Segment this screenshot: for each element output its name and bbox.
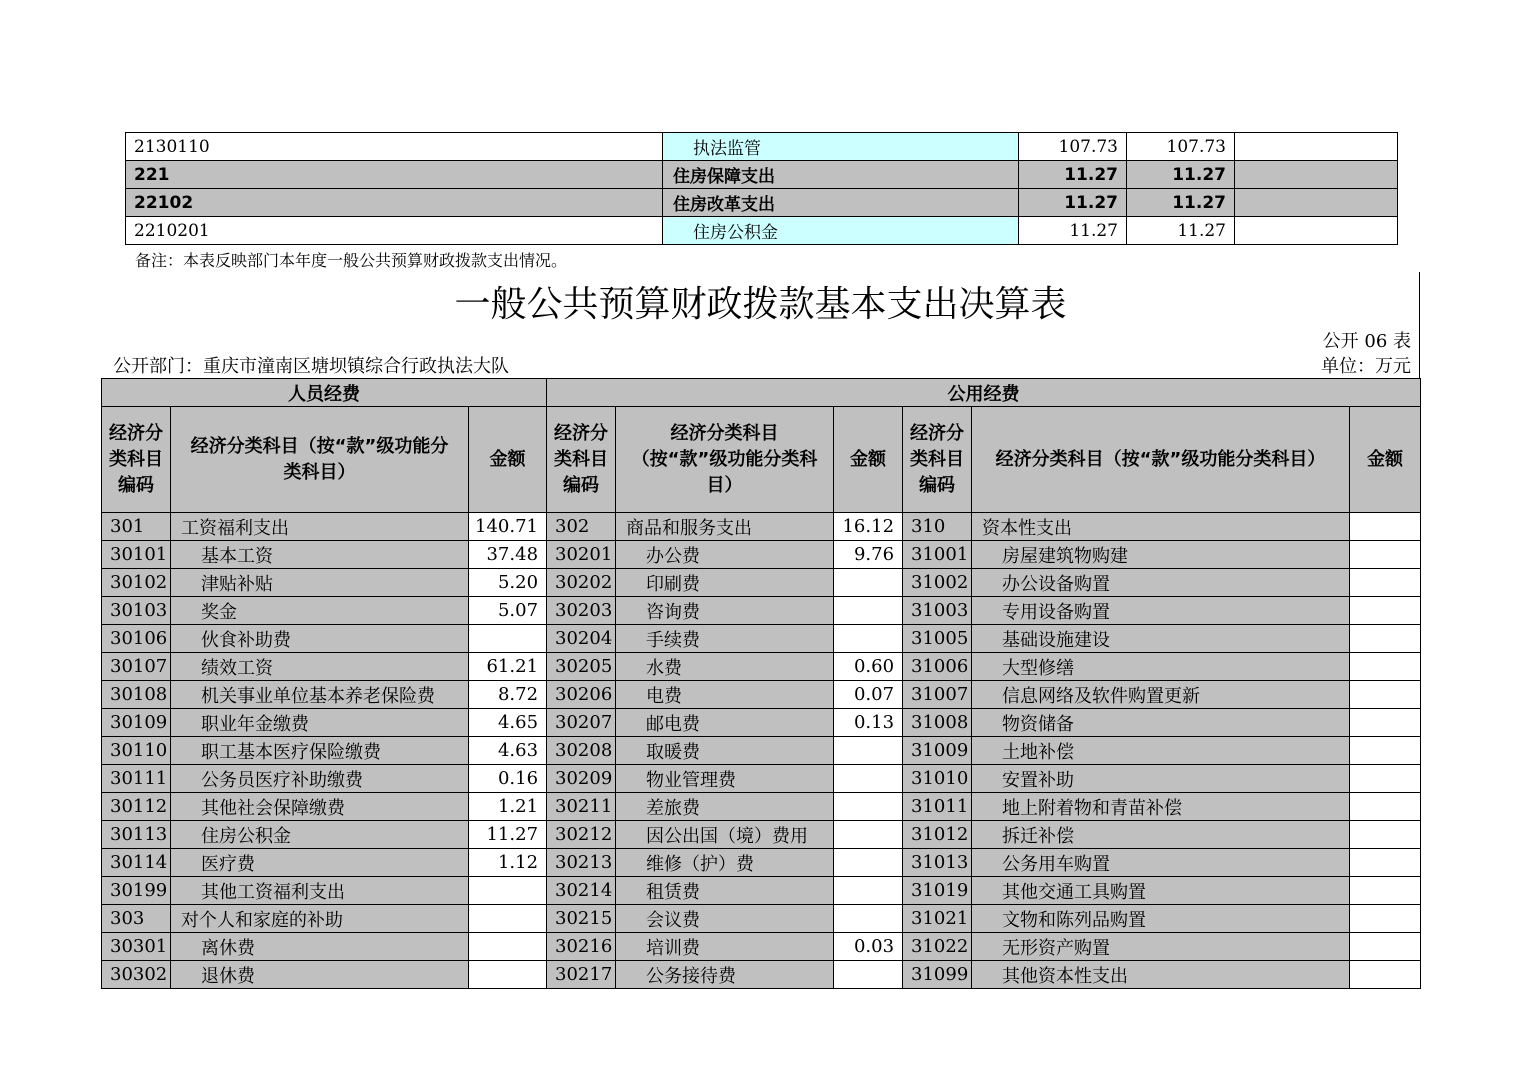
- top-name-cell: 执法监管: [663, 133, 1019, 161]
- name-cell: 职业年金缴费: [171, 709, 469, 737]
- code-cell: 30101: [102, 541, 171, 569]
- amount-cell: [1350, 597, 1421, 625]
- name-cell: 公务用车购置: [972, 849, 1350, 877]
- code-cell: 31022: [903, 933, 972, 961]
- name-cell: 培训费: [616, 933, 834, 961]
- table-row: [102, 737, 1421, 765]
- top-value3-cell: [1235, 189, 1398, 217]
- code-cell: 30203: [547, 597, 616, 625]
- top-value1-cell: 11.27: [1019, 161, 1127, 189]
- name-cell: 信息网络及软件购置更新: [972, 681, 1350, 709]
- name-cell: 房屋建筑物购建: [972, 541, 1350, 569]
- amount-cell: 37.48: [469, 541, 547, 569]
- code-cell: 30212: [547, 821, 616, 849]
- name-cell: 其他资本性支出: [972, 961, 1350, 989]
- amount-cell: 61.21: [469, 653, 547, 681]
- amount-cell: [1350, 681, 1421, 709]
- amount-cell: [834, 569, 903, 597]
- amount-cell: [834, 961, 903, 989]
- code-cell: 30211: [547, 793, 616, 821]
- code-cell: 31011: [903, 793, 972, 821]
- amount-cell: [1350, 737, 1421, 765]
- table-note: 备注：本表反映部门本年度一般公共预算财政拨款支出情况。: [135, 251, 568, 270]
- column-header-row: [102, 407, 1421, 513]
- code-cell: 31021: [903, 905, 972, 933]
- name-cell: 印刷费: [616, 569, 834, 597]
- code-cell: 30108: [102, 681, 171, 709]
- name-cell: 租赁费: [616, 877, 834, 905]
- name-cell: 物资储备: [972, 709, 1350, 737]
- top-table-row: [126, 217, 1398, 245]
- name-cell: 职工基本医疗保险缴费: [171, 737, 469, 765]
- top-value2-cell: 11.27: [1127, 189, 1235, 217]
- amount-cell: 9.76: [834, 541, 903, 569]
- table-row: [102, 597, 1421, 625]
- code-cell: 30205: [547, 653, 616, 681]
- name-cell: 住房公积金: [171, 821, 469, 849]
- name-cell: 咨询费: [616, 597, 834, 625]
- code-cell: 30216: [547, 933, 616, 961]
- name-cell: 拆迁补偿: [972, 821, 1350, 849]
- name-cell: 医疗费: [171, 849, 469, 877]
- name-cell: 奖金: [171, 597, 469, 625]
- top-value1-cell: 107.73: [1019, 133, 1127, 161]
- amount-cell: [1350, 765, 1421, 793]
- name-cell: 基本工资: [171, 541, 469, 569]
- top-code-cell: 2210201: [126, 217, 663, 245]
- amount-cell: 0.16: [469, 765, 547, 793]
- name-cell: 离休费: [171, 933, 469, 961]
- code-cell: 31001: [903, 541, 972, 569]
- page-title: 一般公共预算财政拨款基本支出决算表: [454, 284, 1067, 325]
- name-cell: 其他社会保障缴费: [171, 793, 469, 821]
- table-row: [102, 625, 1421, 653]
- table-row: [102, 905, 1421, 933]
- code-cell: 31013: [903, 849, 972, 877]
- code-cell: 30202: [547, 569, 616, 597]
- code-cell: 30302: [102, 961, 171, 989]
- name-cell: 文物和陈列品购置: [972, 905, 1350, 933]
- amount-cell: [1350, 625, 1421, 653]
- amount-cell: [1350, 877, 1421, 905]
- amount-cell: [834, 793, 903, 821]
- name-cell: 机关事业单位基本养老保险费: [171, 681, 469, 709]
- name-cell: 物业管理费: [616, 765, 834, 793]
- name-cell: 维修（护）费: [616, 849, 834, 877]
- code-cell: 31005: [903, 625, 972, 653]
- code-cell: 30217: [547, 961, 616, 989]
- name-cell: 因公出国（境）费用: [616, 821, 834, 849]
- top-code-cell: 22102: [126, 189, 663, 217]
- amount-cell: [1350, 961, 1421, 989]
- code-cell: 30301: [102, 933, 171, 961]
- expenditure-table-body: [102, 513, 1421, 989]
- code-cell: 31009: [903, 737, 972, 765]
- header-amount-3: 金额: [1350, 407, 1421, 513]
- name-cell: 公务接待费: [616, 961, 834, 989]
- header-name-1: 经济分类科目（按“款”级功能分类科目）: [171, 407, 469, 513]
- top-value3-cell: [1235, 133, 1398, 161]
- name-cell: 商品和服务支出: [616, 513, 834, 541]
- header-amount-2: 金额: [834, 407, 903, 513]
- amount-cell: 8.72: [469, 681, 547, 709]
- table-row: [102, 933, 1421, 961]
- top-table-row: [126, 189, 1398, 217]
- amount-cell: 11.27: [469, 821, 547, 849]
- top-value1-cell: 11.27: [1019, 217, 1127, 245]
- amount-cell: [469, 961, 547, 989]
- name-cell: 安置补助: [972, 765, 1350, 793]
- table-row: [102, 793, 1421, 821]
- amount-cell: 4.65: [469, 709, 547, 737]
- amount-cell: [469, 877, 547, 905]
- name-cell: 专用设备购置: [972, 597, 1350, 625]
- name-cell: 邮电费: [616, 709, 834, 737]
- name-cell: 地上附着物和青苗补偿: [972, 793, 1350, 821]
- code-cell: 301: [102, 513, 171, 541]
- code-cell: 30208: [547, 737, 616, 765]
- amount-cell: [834, 737, 903, 765]
- amount-cell: [1350, 849, 1421, 877]
- name-cell: 无形资产购置: [972, 933, 1350, 961]
- code-cell: 30215: [547, 905, 616, 933]
- unit-label: 单位：万元: [1321, 356, 1411, 377]
- code-cell: 302: [547, 513, 616, 541]
- amount-cell: [1350, 821, 1421, 849]
- code-cell: 31006: [903, 653, 972, 681]
- code-cell: 30207: [547, 709, 616, 737]
- header-amount-1: 金额: [469, 407, 547, 513]
- header-code-1: 经济分类科目编码: [102, 407, 171, 513]
- name-cell: 对个人和家庭的补助: [171, 905, 469, 933]
- amount-cell: [469, 625, 547, 653]
- code-cell: 30103: [102, 597, 171, 625]
- code-cell: 30112: [102, 793, 171, 821]
- name-cell: 取暖费: [616, 737, 834, 765]
- table-row: [102, 961, 1421, 989]
- code-cell: 31099: [903, 961, 972, 989]
- amount-cell: 1.12: [469, 849, 547, 877]
- top-table-body: [126, 133, 1398, 245]
- table-row: [102, 653, 1421, 681]
- amount-cell: 5.20: [469, 569, 547, 597]
- code-cell: 30206: [547, 681, 616, 709]
- table-row: [102, 765, 1421, 793]
- top-code-cell: 2130110: [126, 133, 663, 161]
- amount-cell: [834, 877, 903, 905]
- header-name-3: 经济分类科目（按“款”级功能分类科目）: [972, 407, 1350, 513]
- top-table: [125, 132, 1398, 245]
- amount-cell: [834, 849, 903, 877]
- name-cell: 公务员医疗补助缴费: [171, 765, 469, 793]
- code-cell: 30109: [102, 709, 171, 737]
- header-code-2: 经济分类科目编码: [547, 407, 616, 513]
- table-row: [102, 709, 1421, 737]
- code-cell: 30107: [102, 653, 171, 681]
- name-cell: 差旅费: [616, 793, 834, 821]
- code-cell: 31003: [903, 597, 972, 625]
- department-label: 公开部门：重庆市潼南区塘坝镇综合行政执法大队: [113, 356, 509, 377]
- code-cell: 30113: [102, 821, 171, 849]
- top-value2-cell: 11.27: [1127, 161, 1235, 189]
- amount-cell: 140.71: [469, 513, 547, 541]
- code-cell: 30209: [547, 765, 616, 793]
- amount-cell: [1350, 905, 1421, 933]
- code-cell: 30204: [547, 625, 616, 653]
- amount-cell: [1350, 541, 1421, 569]
- expenditure-table: [101, 378, 1421, 989]
- table-row: [102, 877, 1421, 905]
- name-cell: 工资福利支出: [171, 513, 469, 541]
- amount-cell: [1350, 653, 1421, 681]
- group-personnel: 人员经费: [102, 379, 547, 407]
- amount-cell: [1350, 513, 1421, 541]
- header-name-2: 经济分类科目（按“款”级功能分类科目）: [616, 407, 834, 513]
- name-cell: 办公费: [616, 541, 834, 569]
- top-value2-cell: 107.73: [1127, 133, 1235, 161]
- top-code-cell: 221: [126, 161, 663, 189]
- table-row: [102, 569, 1421, 597]
- amount-cell: [834, 765, 903, 793]
- amount-cell: [834, 597, 903, 625]
- group-public: 公用经费: [547, 379, 1421, 407]
- header-code-3: 经济分类科目编码: [903, 407, 972, 513]
- amount-cell: 5.07: [469, 597, 547, 625]
- amount-cell: 1.21: [469, 793, 547, 821]
- name-cell: 大型修缮: [972, 653, 1350, 681]
- code-cell: 30214: [547, 877, 616, 905]
- top-name-cell: 住房保障支出: [663, 161, 1019, 189]
- amount-cell: [1350, 933, 1421, 961]
- amount-cell: 0.60: [834, 653, 903, 681]
- amount-cell: [1350, 709, 1421, 737]
- amount-cell: [834, 625, 903, 653]
- amount-cell: [469, 933, 547, 961]
- code-cell: 310: [903, 513, 972, 541]
- amount-cell: [834, 905, 903, 933]
- top-value3-cell: [1235, 161, 1398, 189]
- table-number: 公开 06 表: [1322, 331, 1411, 352]
- amount-cell: 16.12: [834, 513, 903, 541]
- amount-cell: 4.63: [469, 737, 547, 765]
- code-cell: 31008: [903, 709, 972, 737]
- name-cell: 水费: [616, 653, 834, 681]
- amount-cell: [834, 821, 903, 849]
- amount-cell: 0.07: [834, 681, 903, 709]
- top-table-row: [126, 161, 1398, 189]
- amount-cell: [469, 905, 547, 933]
- amount-cell: 0.03: [834, 933, 903, 961]
- code-cell: 31019: [903, 877, 972, 905]
- name-cell: 津贴补贴: [171, 569, 469, 597]
- code-cell: 31010: [903, 765, 972, 793]
- code-cell: 31007: [903, 681, 972, 709]
- name-cell: 退休费: [171, 961, 469, 989]
- code-cell: 30102: [102, 569, 171, 597]
- code-cell: 30111: [102, 765, 171, 793]
- top-name-cell: 住房公积金: [663, 217, 1019, 245]
- table-row: [102, 849, 1421, 877]
- name-cell: 伙食补助费: [171, 625, 469, 653]
- amount-cell: [1350, 569, 1421, 597]
- name-cell: 手续费: [616, 625, 834, 653]
- name-cell: 办公设备购置: [972, 569, 1350, 597]
- code-cell: 31012: [903, 821, 972, 849]
- name-cell: 电费: [616, 681, 834, 709]
- code-cell: 30106: [102, 625, 171, 653]
- name-cell: 会议费: [616, 905, 834, 933]
- code-cell: 30110: [102, 737, 171, 765]
- code-cell: 303: [102, 905, 171, 933]
- table-row: [102, 821, 1421, 849]
- top-table-row: [126, 133, 1398, 161]
- code-cell: 30201: [547, 541, 616, 569]
- table-row: [102, 681, 1421, 709]
- amount-cell: [1350, 793, 1421, 821]
- code-cell: 31002: [903, 569, 972, 597]
- group-header-row: [102, 379, 1421, 407]
- name-cell: 土地补偿: [972, 737, 1350, 765]
- table-row: [102, 513, 1421, 541]
- top-value2-cell: 11.27: [1127, 217, 1235, 245]
- name-cell: 其他交通工具购置: [972, 877, 1350, 905]
- table-row: [102, 541, 1421, 569]
- code-cell: 30213: [547, 849, 616, 877]
- name-cell: 绩效工资: [171, 653, 469, 681]
- name-cell: 基础设施建设: [972, 625, 1350, 653]
- top-value1-cell: 11.27: [1019, 189, 1127, 217]
- amount-cell: 0.13: [834, 709, 903, 737]
- top-name-cell: 住房改革支出: [663, 189, 1019, 217]
- name-cell: 资本性支出: [972, 513, 1350, 541]
- name-cell: 其他工资福利支出: [171, 877, 469, 905]
- code-cell: 30199: [102, 877, 171, 905]
- code-cell: 30114: [102, 849, 171, 877]
- top-value3-cell: [1235, 217, 1398, 245]
